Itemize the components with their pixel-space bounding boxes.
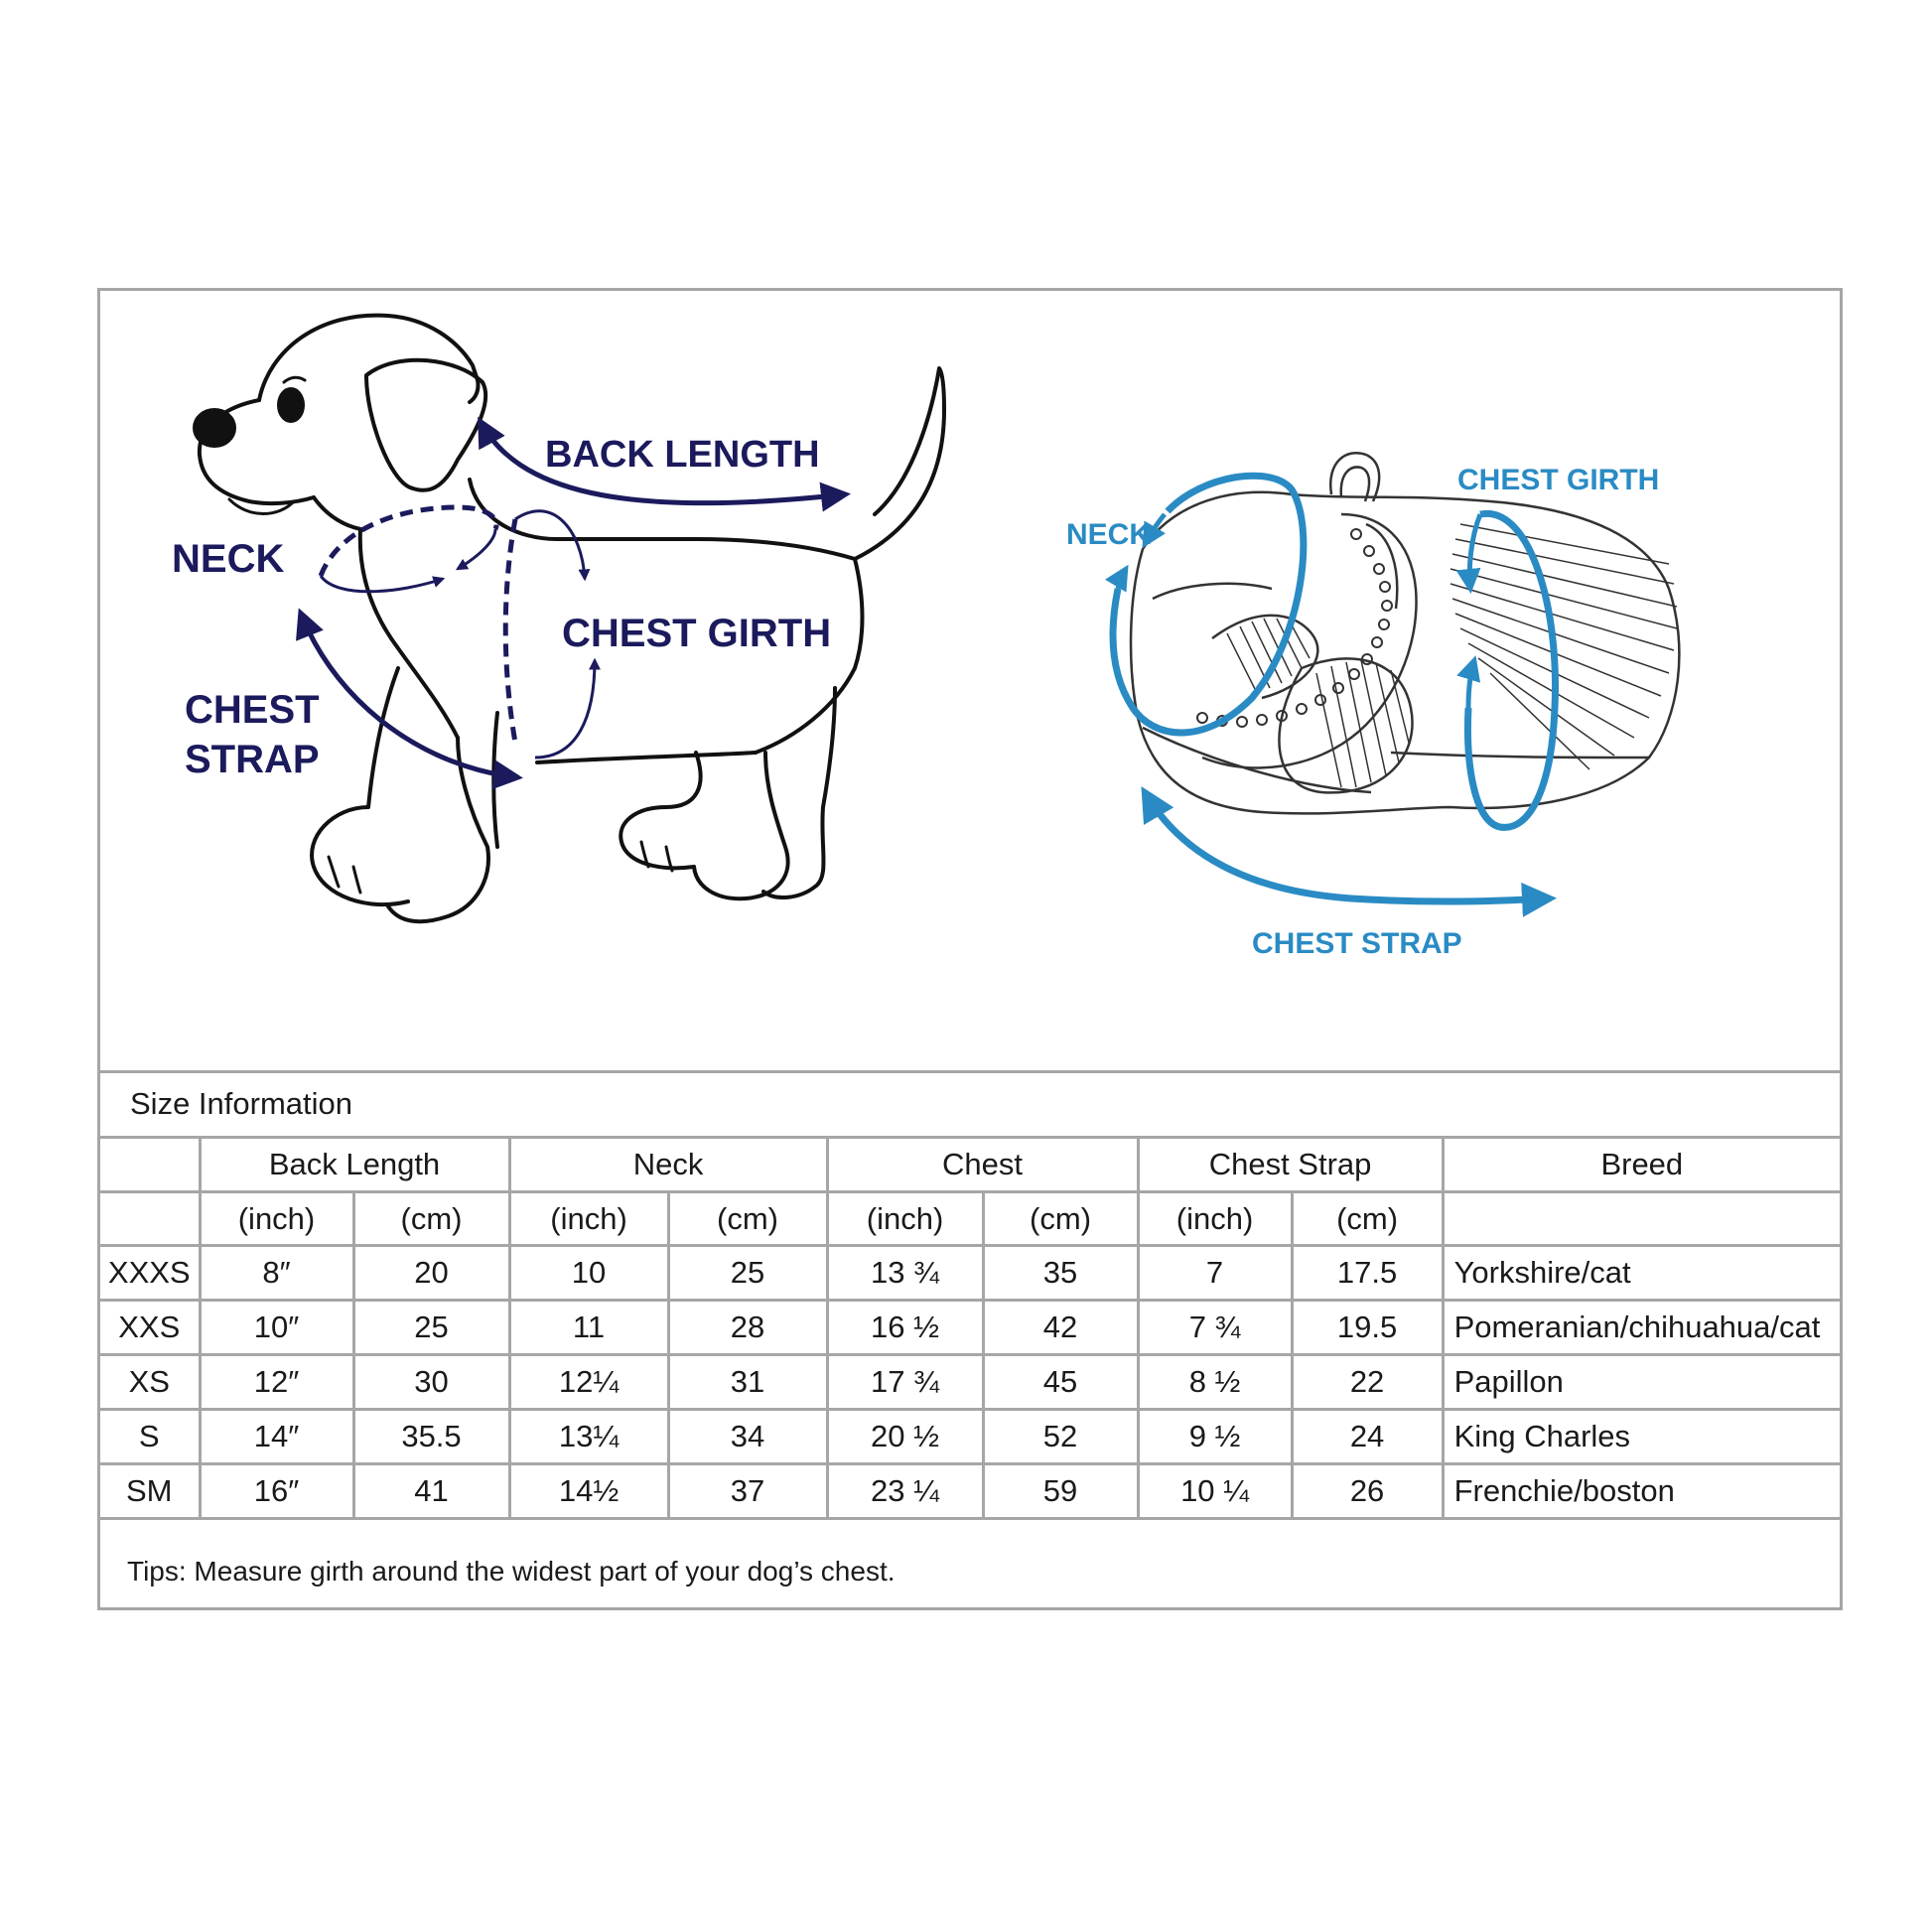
- unit-back-inch: (inch): [200, 1192, 353, 1246]
- cell-chest-cm: 45: [983, 1355, 1138, 1410]
- unit-strap-cm: (cm): [1292, 1192, 1443, 1246]
- cell-back-cm: 41: [353, 1464, 509, 1519]
- cell-size: XXS: [100, 1301, 200, 1355]
- unit-chest-inch: (inch): [827, 1192, 983, 1246]
- table-row: [100, 1464, 1840, 1519]
- cell-back-cm: 30: [353, 1355, 509, 1410]
- cell-chest-inch: 16 ½: [827, 1301, 983, 1355]
- cell-back-inch: 10″: [200, 1301, 353, 1355]
- header-breed: Breed: [1443, 1138, 1840, 1192]
- cell-strap-cm: 19.5: [1292, 1301, 1443, 1355]
- tips-text: Tips: Measure girth around the widest part of your dog’s chest.: [100, 1517, 1840, 1607]
- unit-chest-cm: (cm): [983, 1192, 1138, 1246]
- cell-neck-cm: 34: [668, 1410, 827, 1464]
- cell-strap-inch: 7: [1138, 1246, 1292, 1301]
- cell-back-cm: 20: [353, 1246, 509, 1301]
- cell-back-cm: 25: [353, 1301, 509, 1355]
- cell-back-inch: 16″: [200, 1464, 353, 1519]
- cell-chest-cm: 59: [983, 1464, 1138, 1519]
- cell-size: S: [100, 1410, 200, 1464]
- cell-strap-inch: 9 ½: [1138, 1410, 1292, 1464]
- table-row: [100, 1355, 1840, 1410]
- cell-strap-cm: 26: [1292, 1464, 1443, 1519]
- cell-chest-cm: 42: [983, 1301, 1138, 1355]
- cell-breed: Yorkshire/cat: [1443, 1246, 1840, 1301]
- unit-empty: [100, 1192, 200, 1246]
- label-back-length: BACK LENGTH: [545, 434, 820, 476]
- header-empty: [100, 1138, 200, 1192]
- harness-label-neck: NECK: [1066, 518, 1152, 551]
- cell-back-inch: 14″: [200, 1410, 353, 1464]
- cell-strap-inch: 10 ¼: [1138, 1464, 1292, 1519]
- cell-chest-inch: 13 ¾: [827, 1246, 983, 1301]
- cell-neck-cm: 25: [668, 1246, 827, 1301]
- table-row: [100, 1410, 1840, 1464]
- label-neck: NECK: [172, 537, 285, 581]
- cell-chest-inch: 20 ½: [827, 1410, 983, 1464]
- cell-strap-cm: 17.5: [1292, 1246, 1443, 1301]
- header-chest: Chest: [827, 1138, 1138, 1192]
- cell-neck-inch: 13¼: [509, 1410, 668, 1464]
- unit-neck-inch: (inch): [509, 1192, 668, 1246]
- cell-breed: King Charles: [1443, 1410, 1840, 1464]
- cell-strap-inch: 8 ½: [1138, 1355, 1292, 1410]
- label-chest-girth: CHEST GIRTH: [562, 612, 832, 655]
- cell-chest-inch: 17 ¾: [827, 1355, 983, 1410]
- cell-chest-cm: 52: [983, 1410, 1138, 1464]
- harness-drawing: [1131, 453, 1679, 813]
- harness-label-chest-girth: CHEST GIRTH: [1457, 464, 1660, 496]
- table-row: [100, 1301, 1840, 1355]
- cell-breed: Pomeranian/chihuahua/cat: [1443, 1301, 1840, 1355]
- cell-breed: Frenchie/boston: [1443, 1464, 1840, 1519]
- size-table: [100, 1136, 1840, 1520]
- harness-label-chest-strap: CHEST STRAP: [1252, 927, 1462, 960]
- header-neck: Neck: [509, 1138, 827, 1192]
- unit-back-cm: (cm): [353, 1192, 509, 1246]
- cell-breed: Papillon: [1443, 1355, 1840, 1410]
- cell-size: XXXS: [100, 1246, 200, 1301]
- header-chest-strap: Chest Strap: [1138, 1138, 1443, 1192]
- unit-neck-cm: (cm): [668, 1192, 827, 1246]
- cell-neck-cm: 28: [668, 1301, 827, 1355]
- unit-breed-empty: [1443, 1192, 1840, 1246]
- cell-neck-cm: 31: [668, 1355, 827, 1410]
- cell-size: XS: [100, 1355, 200, 1410]
- table-group-header: [100, 1138, 1840, 1192]
- cell-chest-cm: 35: [983, 1246, 1138, 1301]
- cell-neck-inch: 10: [509, 1246, 668, 1301]
- header-back-length: Back Length: [200, 1138, 509, 1192]
- cell-strap-cm: 24: [1292, 1410, 1443, 1464]
- cell-back-inch: 8″: [200, 1246, 353, 1301]
- size-info-title: Size Information: [100, 1070, 1840, 1136]
- table-unit-header: [100, 1192, 1840, 1246]
- cell-back-inch: 12″: [200, 1355, 353, 1410]
- cell-neck-inch: 11: [509, 1301, 668, 1355]
- cell-neck-cm: 37: [668, 1464, 827, 1519]
- measurement-illustration: [100, 291, 1840, 1070]
- cell-neck-inch: 12¼: [509, 1355, 668, 1410]
- cell-back-cm: 35.5: [353, 1410, 509, 1464]
- cell-neck-inch: 14½: [509, 1464, 668, 1519]
- size-chart-frame: [97, 288, 1843, 1610]
- unit-strap-inch: (inch): [1138, 1192, 1292, 1246]
- table-row: [100, 1246, 1840, 1301]
- cell-chest-inch: 23 ¼: [827, 1464, 983, 1519]
- label-chest-strap-2: STRAP: [185, 738, 320, 781]
- cell-strap-cm: 22: [1292, 1355, 1443, 1410]
- cell-size: SM: [100, 1464, 200, 1519]
- label-chest-strap-1: CHEST: [185, 688, 320, 732]
- cell-strap-inch: 7 ¾: [1138, 1301, 1292, 1355]
